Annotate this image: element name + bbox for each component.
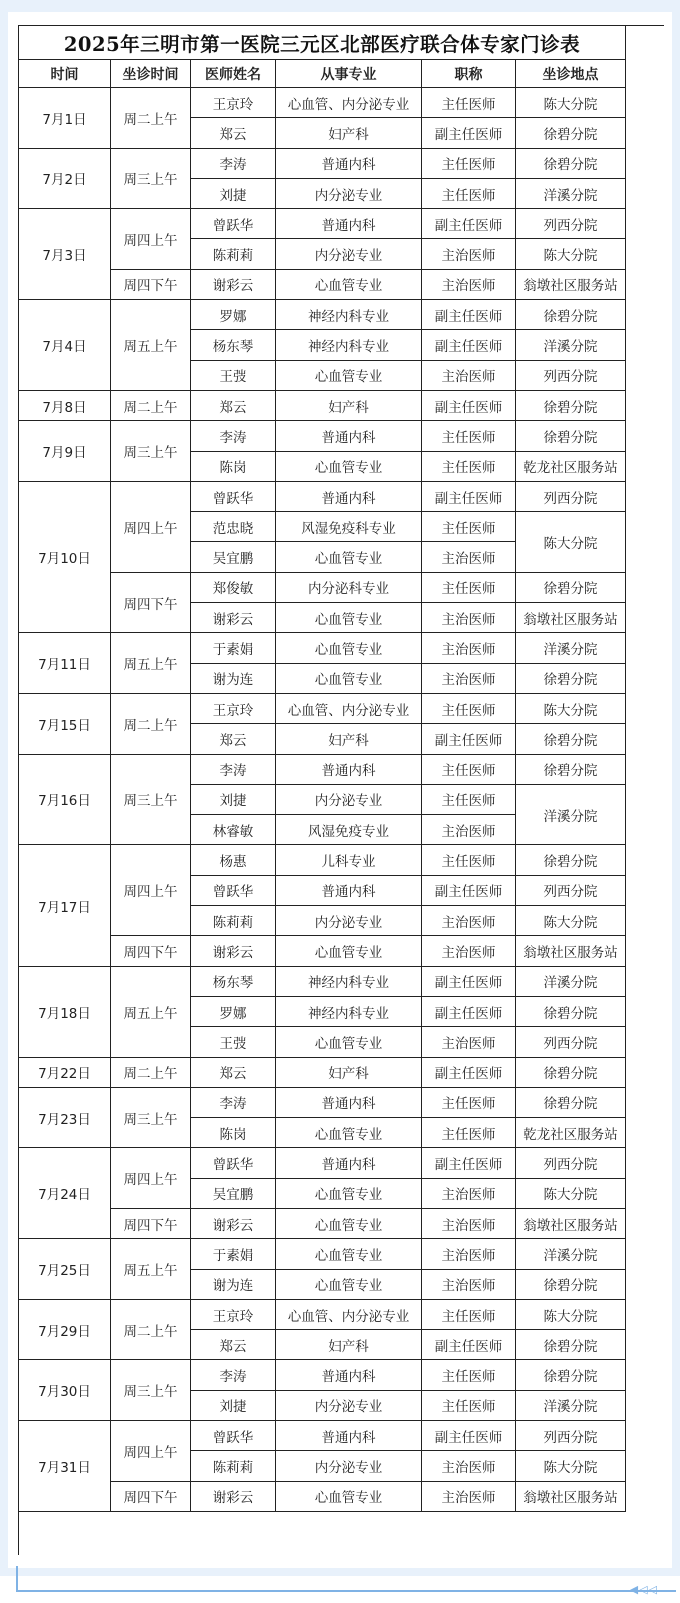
doctor-name: 王京玲 (191, 1300, 276, 1330)
doctor-specialty: 妇产科 (276, 1058, 422, 1088)
clinic-location: 徐碧分院 (516, 755, 626, 785)
doctor-specialty: 内分泌专业 (276, 906, 422, 936)
date-cell: 7月16日 (19, 755, 111, 846)
doctor-specialty: 妇产科 (276, 118, 422, 148)
clinic-location: 徐碧分院 (516, 724, 626, 754)
date-cell: 7月25日 (19, 1239, 111, 1300)
doctor-title: 主治医师 (422, 1451, 516, 1481)
clinic-location: 洋溪分院 (516, 967, 626, 997)
date-cell: 7月18日 (19, 967, 111, 1058)
doctor-name: 郑云 (191, 1058, 276, 1088)
clinic-location: 列西分院 (516, 1421, 626, 1451)
doctor-specialty: 风湿免疫专业 (276, 815, 422, 845)
doctor-specialty: 内分泌科专业 (276, 573, 422, 603)
clinic-location: 翁墩社区服务站 (516, 603, 626, 633)
doctor-name: 陈岗 (191, 452, 276, 482)
doctor-title: 副主任医师 (422, 391, 516, 421)
doctor-name: 罗娜 (191, 300, 276, 330)
header-title: 职称 (422, 60, 516, 88)
doctor-name: 谢彩云 (191, 270, 276, 300)
doctor-specialty: 心血管、内分泌专业 (276, 694, 422, 724)
doctor-specialty: 心血管专业 (276, 452, 422, 482)
doctor-name: 曾跃华 (191, 482, 276, 512)
session-cell: 周五上午 (111, 967, 191, 1058)
doctor-name: 李涛 (191, 421, 276, 451)
doctor-specialty: 心血管专业 (276, 1179, 422, 1209)
doctor-title: 主任医师 (422, 1391, 516, 1421)
doctor-name: 郑云 (191, 118, 276, 148)
doctor-title: 主治医师 (422, 542, 516, 572)
clinic-location: 徐碧分院 (516, 391, 626, 421)
doctor-name: 于素娟 (191, 1239, 276, 1269)
session-cell: 周三上午 (111, 755, 191, 846)
doctor-name: 杨惠 (191, 845, 276, 875)
doctor-specialty: 普通内科 (276, 1148, 422, 1178)
doctor-specialty: 内分泌专业 (276, 179, 422, 209)
doctor-specialty: 心血管专业 (276, 1482, 422, 1512)
doctor-title: 主任医师 (422, 179, 516, 209)
clinic-location: 徐碧分院 (516, 1270, 626, 1300)
doctor-name: 李涛 (191, 755, 276, 785)
clinic-location: 徐碧分院 (516, 1360, 626, 1390)
clinic-location: 陈大分院 (516, 1179, 626, 1209)
doctor-name: 曾跃华 (191, 1421, 276, 1451)
doctor-name: 郑云 (191, 1330, 276, 1360)
doctor-title: 副主任医师 (422, 300, 516, 330)
doctor-specialty: 心血管、内分泌专业 (276, 1300, 422, 1330)
doctor-title: 副主任医师 (422, 1148, 516, 1178)
clinic-location: 徐碧分院 (516, 1330, 626, 1360)
doctor-title: 主任医师 (422, 452, 516, 482)
doctor-title: 主治医师 (422, 633, 516, 663)
clinic-location: 陈大分院 (516, 239, 626, 269)
session-cell: 周二上午 (111, 694, 191, 755)
clinic-location: 徐碧分院 (516, 1088, 626, 1118)
doctor-name: 谢彩云 (191, 1482, 276, 1512)
doctor-name: 王弢 (191, 1027, 276, 1057)
doctor-name: 曾跃华 (191, 1148, 276, 1178)
clinic-location: 列西分院 (516, 1148, 626, 1178)
session-cell: 周四下午 (111, 1209, 191, 1239)
clinic-location: 洋溪分院 (516, 1391, 626, 1421)
session-cell: 周五上午 (111, 300, 191, 391)
doctor-title: 副主任医师 (422, 1058, 516, 1088)
date-cell: 7月3日 (19, 209, 111, 300)
session-cell: 周四上午 (111, 1421, 191, 1482)
doctor-title: 主治医师 (422, 1482, 516, 1512)
doctor-title: 副主任医师 (422, 1421, 516, 1451)
doctor-specialty: 普通内科 (276, 209, 422, 239)
doctor-name: 李涛 (191, 1360, 276, 1390)
doctor-name: 王京玲 (191, 694, 276, 724)
clinic-location: 陈大分院 (516, 906, 626, 936)
doctor-specialty: 心血管专业 (276, 1239, 422, 1269)
doctor-name: 曾跃华 (191, 209, 276, 239)
doctor-specialty: 心血管专业 (276, 1027, 422, 1057)
doctor-specialty: 心血管专业 (276, 270, 422, 300)
session-cell: 周五上午 (111, 1239, 191, 1300)
session-cell: 周四上午 (111, 845, 191, 936)
date-cell: 7月8日 (19, 391, 111, 421)
doctor-specialty: 心血管专业 (276, 603, 422, 633)
clinic-location: 徐碧分院 (516, 845, 626, 875)
doctor-title: 主治医师 (422, 603, 516, 633)
date-cell: 7月24日 (19, 1148, 111, 1239)
doctor-title: 副主任医师 (422, 118, 516, 148)
date-cell: 7月22日 (19, 1058, 111, 1088)
clinic-location: 陈大分院 (516, 694, 626, 724)
doctor-name: 林睿敏 (191, 815, 276, 845)
doctor-name: 吴宜鹏 (191, 542, 276, 572)
doctor-specialty: 普通内科 (276, 149, 422, 179)
clinic-location: 翁墩社区服务站 (516, 936, 626, 966)
session-cell: 周四下午 (111, 573, 191, 634)
header-doctor: 医师姓名 (191, 60, 276, 88)
clinic-location: 徐碧分院 (516, 300, 626, 330)
doctor-specialty: 普通内科 (276, 1360, 422, 1390)
clinic-location: 徐碧分院 (516, 997, 626, 1027)
doctor-title: 主任医师 (422, 755, 516, 785)
doctor-name: 王弢 (191, 361, 276, 391)
doctor-name: 杨东琴 (191, 967, 276, 997)
date-cell: 7月9日 (19, 421, 111, 482)
doctor-specialty: 风湿免疫科专业 (276, 512, 422, 542)
clinic-location: 翁墩社区服务站 (516, 270, 626, 300)
doctor-name: 王京玲 (191, 88, 276, 118)
doctor-specialty: 普通内科 (276, 421, 422, 451)
clinic-location: 徐碧分院 (516, 573, 626, 603)
clinic-location: 洋溪分院 (516, 785, 626, 846)
date-cell: 7月1日 (19, 88, 111, 149)
table-title: 2025年三明市第一医院三元区北部医疗联合体专家门诊表 (19, 26, 626, 60)
date-cell: 7月4日 (19, 300, 111, 391)
clinic-location: 列西分院 (516, 209, 626, 239)
doctor-specialty: 神经内科专业 (276, 967, 422, 997)
doctor-name: 曾跃华 (191, 876, 276, 906)
doctor-title: 副主任医师 (422, 724, 516, 754)
doctor-title: 主任医师 (422, 1118, 516, 1148)
doctor-specialty: 内分泌专业 (276, 1391, 422, 1421)
doctor-title: 主治医师 (422, 1027, 516, 1057)
doctor-specialty: 神经内科专业 (276, 300, 422, 330)
doctor-name: 陈莉莉 (191, 239, 276, 269)
doctor-title: 主治医师 (422, 906, 516, 936)
clinic-location: 乾龙社区服务站 (516, 1118, 626, 1148)
doctor-specialty: 心血管专业 (276, 1270, 422, 1300)
doctor-title: 主治医师 (422, 1239, 516, 1269)
doctor-title: 主任医师 (422, 512, 516, 542)
decor-side-line (16, 1566, 18, 1592)
clinic-location: 洋溪分院 (516, 179, 626, 209)
clinic-location: 洋溪分院 (516, 330, 626, 360)
session-cell: 周四下午 (111, 1482, 191, 1512)
schedule-table (18, 25, 664, 1555)
doctor-name: 陈莉莉 (191, 1451, 276, 1481)
doctor-name: 谢彩云 (191, 1209, 276, 1239)
clinic-location: 徐碧分院 (516, 421, 626, 451)
doctor-name: 谢彩云 (191, 603, 276, 633)
doctor-specialty: 内分泌专业 (276, 1451, 422, 1481)
doctor-specialty: 内分泌专业 (276, 785, 422, 815)
doctor-title: 副主任医师 (422, 967, 516, 997)
session-cell: 周五上午 (111, 633, 191, 694)
doctor-title: 主治医师 (422, 936, 516, 966)
session-cell: 周四上午 (111, 1148, 191, 1209)
doctor-specialty: 普通内科 (276, 482, 422, 512)
session-cell: 周四上午 (111, 209, 191, 270)
doctor-specialty: 心血管专业 (276, 542, 422, 572)
date-cell: 7月11日 (19, 633, 111, 694)
page-arrows-icon: ◀◁◁ (629, 1583, 658, 1596)
clinic-location: 洋溪分院 (516, 1239, 626, 1269)
doctor-title: 副主任医师 (422, 997, 516, 1027)
clinic-location: 陈大分院 (516, 88, 626, 118)
doctor-specialty: 妇产科 (276, 724, 422, 754)
clinic-location: 徐碧分院 (516, 1058, 626, 1088)
doctor-title: 副主任医师 (422, 1330, 516, 1360)
doctor-title: 主治医师 (422, 239, 516, 269)
clinic-location: 列西分院 (516, 361, 626, 391)
session-cell: 周二上午 (111, 88, 191, 149)
doctor-specialty: 心血管专业 (276, 1118, 422, 1148)
header-date: 时间 (19, 60, 111, 88)
doctor-title: 主任医师 (422, 845, 516, 875)
doctor-name: 谢彩云 (191, 936, 276, 966)
doctor-title: 主治医师 (422, 1209, 516, 1239)
doctor-title: 主任医师 (422, 88, 516, 118)
clinic-location: 列西分院 (516, 876, 626, 906)
doctor-title: 主任医师 (422, 694, 516, 724)
doctor-title: 副主任医师 (422, 876, 516, 906)
session-cell: 周三上午 (111, 1360, 191, 1421)
doctor-specialty: 心血管专业 (276, 1209, 422, 1239)
doctor-name: 郑云 (191, 724, 276, 754)
doctor-name: 于素娟 (191, 633, 276, 663)
doctor-title: 主任医师 (422, 573, 516, 603)
session-cell: 周二上午 (111, 1058, 191, 1088)
doctor-name: 范忠晓 (191, 512, 276, 542)
doctor-title: 主治医师 (422, 270, 516, 300)
doctor-specialty: 普通内科 (276, 1088, 422, 1118)
date-cell: 7月2日 (19, 149, 111, 210)
doctor-specialty: 心血管专业 (276, 936, 422, 966)
doctor-name: 郑俊敏 (191, 573, 276, 603)
doctor-name: 李涛 (191, 149, 276, 179)
doctor-name: 陈莉莉 (191, 906, 276, 936)
doctor-specialty: 神经内科专业 (276, 997, 422, 1027)
decor-bottom-line (16, 1590, 676, 1592)
session-cell: 周四上午 (111, 482, 191, 573)
session-cell: 周四下午 (111, 270, 191, 300)
doctor-specialty: 心血管、内分泌专业 (276, 88, 422, 118)
clinic-location: 陈大分院 (516, 512, 626, 573)
clinic-location: 陈大分院 (516, 1451, 626, 1481)
doctor-name: 陈岗 (191, 1118, 276, 1148)
doctor-name: 刘捷 (191, 179, 276, 209)
doctor-title: 主任医师 (422, 1088, 516, 1118)
doctor-title: 主治医师 (422, 815, 516, 845)
doctor-title: 副主任医师 (422, 330, 516, 360)
doctor-title: 主任医师 (422, 1360, 516, 1390)
doctor-title: 主治医师 (422, 1179, 516, 1209)
clinic-location: 列西分院 (516, 1027, 626, 1057)
header-location: 坐诊地点 (516, 60, 626, 88)
clinic-location: 列西分院 (516, 482, 626, 512)
doctor-name: 李涛 (191, 1088, 276, 1118)
doctor-name: 谢为连 (191, 664, 276, 694)
doctor-title: 主任医师 (422, 1300, 516, 1330)
clinic-location: 陈大分院 (516, 1300, 626, 1330)
date-cell: 7月15日 (19, 694, 111, 755)
clinic-location: 翁墩社区服务站 (516, 1209, 626, 1239)
doctor-specialty: 内分泌专业 (276, 239, 422, 269)
clinic-location: 翁墩社区服务站 (516, 1482, 626, 1512)
doctor-name: 吴宜鹏 (191, 1179, 276, 1209)
doctor-title: 副主任医师 (422, 482, 516, 512)
doctor-title: 副主任医师 (422, 209, 516, 239)
date-cell: 7月29日 (19, 1300, 111, 1361)
session-cell: 周二上午 (111, 1300, 191, 1361)
doctor-specialty: 心血管专业 (276, 664, 422, 694)
doctor-specialty: 儿科专业 (276, 845, 422, 875)
clinic-location: 徐碧分院 (516, 149, 626, 179)
date-cell: 7月23日 (19, 1088, 111, 1149)
doctor-name: 罗娜 (191, 997, 276, 1027)
doctor-specialty: 普通内科 (276, 876, 422, 906)
doctor-name: 刘捷 (191, 1391, 276, 1421)
clinic-location: 徐碧分院 (516, 664, 626, 694)
doctor-name: 郑云 (191, 391, 276, 421)
doctor-title: 主任医师 (422, 149, 516, 179)
date-cell: 7月10日 (19, 482, 111, 633)
header-session: 坐诊时间 (111, 60, 191, 88)
clinic-location: 乾龙社区服务站 (516, 452, 626, 482)
doctor-specialty: 心血管专业 (276, 633, 422, 663)
doctor-specialty: 神经内科专业 (276, 330, 422, 360)
session-cell: 周三上午 (111, 149, 191, 210)
doctor-title: 主任医师 (422, 785, 516, 815)
doctor-specialty: 普通内科 (276, 755, 422, 785)
clinic-location: 洋溪分院 (516, 633, 626, 663)
header-specialty: 从事专业 (276, 60, 422, 88)
doctor-name: 谢为连 (191, 1270, 276, 1300)
doctor-title: 主治医师 (422, 361, 516, 391)
doctor-specialty: 心血管专业 (276, 361, 422, 391)
date-cell: 7月31日 (19, 1421, 111, 1512)
doctor-title: 主治医师 (422, 1270, 516, 1300)
doctor-name: 杨东琴 (191, 330, 276, 360)
doctor-title: 主治医师 (422, 664, 516, 694)
doctor-specialty: 妇产科 (276, 391, 422, 421)
doctor-title: 主任医师 (422, 421, 516, 451)
session-cell: 周四下午 (111, 936, 191, 966)
session-cell: 周二上午 (111, 391, 191, 421)
date-cell: 7月30日 (19, 1360, 111, 1421)
doctor-specialty: 普通内科 (276, 1421, 422, 1451)
doctor-name: 刘捷 (191, 785, 276, 815)
doctor-specialty: 妇产科 (276, 1330, 422, 1360)
date-cell: 7月17日 (19, 845, 111, 966)
session-cell: 周三上午 (111, 1088, 191, 1149)
session-cell: 周三上午 (111, 421, 191, 482)
clinic-location: 徐碧分院 (516, 118, 626, 148)
